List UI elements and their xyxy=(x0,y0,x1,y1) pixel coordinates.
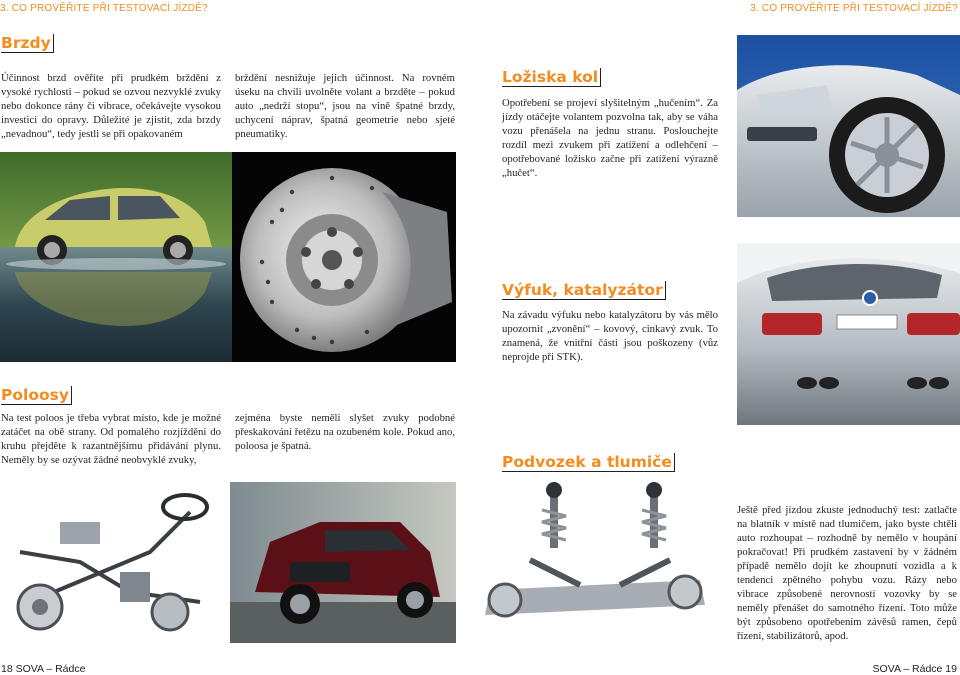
section-title-text: Podvozek a tlumiče xyxy=(502,453,675,472)
podvozek-text: Ještě před jízdou zkuste jednoduchý test: zatlačte na blatník v místě nad tlumičem, jako byste chtěli auto rozhoupat – rozhodně by nemělo v houpání pokračovat! Při prudkém zastavení by v žádném případě nemělo dojít ke zhoupnutí vozidla a k tendenci zpětného pohybu vozu. Rázy nebo vibrace způsobené nerovností vozovky by se neměly přenášet do samotného řízení. Toto může být způsobeno opotřebením závěsů ramen, čepů řízení, stabilizátorů, apod. xyxy=(737,504,957,642)
brzdy-text-col2: brždění nesnižuje jejich účinnost. Na rovném úseku na chvíli uvolněte volant a brzděte – pokud auto „nedrží stopu“, jsou na vině špatné brzdy, uchycení náprav, špatná geometrie nebo sjeté pneumatiky. xyxy=(235,72,455,140)
suspension-assembly-photo xyxy=(470,480,720,645)
section-title-podvozek xyxy=(502,453,675,472)
poloosy-text-col1: Na test poloos je třeba vybrat místo, kde je možné zatáčet na obě strany. Od pomalého rozjíždění do kruhu přejděte k razantnějšímu přidávání plynu. Neměly by se ozývat žádné neobvyklé zvuky, xyxy=(1,412,221,466)
brake-disc-photo xyxy=(232,152,456,362)
car-rear-exhaust-photo xyxy=(737,243,960,425)
section-title-poloosy xyxy=(1,386,72,405)
running-header-left: 3. CO PROVĚŘITE PŘI TESTOVACÍ JÍZDĚ? xyxy=(0,3,208,14)
footer-right: SOVA – Rádce 19 xyxy=(872,663,957,675)
section-title-text: Brzdy xyxy=(1,34,54,53)
brzdy-text-col1: Účinnost brzd ověříte při prudkém brždění z vysoké rychlosti – pokud se ozvou nezvyklé zvuky nebo dokonce rány či vibrace, očekávejte vysokou investici do opravy. Důležité je zjistit, zda brzdy „nevadnou“, tedy jestli se při opakovaném xyxy=(1,72,221,140)
red-suv-photo xyxy=(230,482,456,643)
running-header-right: 3. CO PROVĚŘITE PŘI TESTOVACÍ JÍZDĚ? xyxy=(750,3,958,14)
section-title-text: Poloosy xyxy=(1,386,72,405)
chassis-assembly-photo xyxy=(0,482,218,642)
section-title-loziska xyxy=(502,68,601,87)
section-title-text: Ložiska kol xyxy=(502,68,601,87)
vyfuk-text: Na závadu výfuku nebo katalyzátoru by vás mělo upozornit „zvonění“ – kovový, cinkavý zvuk. To znamená, že vnitřní části jsou poškozeny (vůz neprojde při STK). xyxy=(502,309,718,363)
section-title-vyfuk xyxy=(502,281,666,300)
footer-left: 18 SOVA – Rádce xyxy=(1,663,86,675)
silver-car-wheel-photo xyxy=(737,35,960,217)
poloosy-text-col2: zejména byste neměli slyšet zvuky podobné přeskakování řetězu na ozubeném kole. Pokud ano, poloosa je špatná. xyxy=(235,412,455,452)
car-wet-road-photo xyxy=(0,152,232,362)
section-title-brzdy xyxy=(1,34,54,53)
section-title-text: Výfuk, katalyzátor xyxy=(502,281,666,300)
loziska-text: Opotřebení se projeví slyšitelným „hučením“. Za jízdy otáčejte volantem pozvolna tak, aby se váha vozu přenášela na jednu stranu. Poslouchejte rozdíl mezi zvukem při zatížení a odlehčení – opotřebované ložisko začne při zatížení výrazně „hučet“. xyxy=(502,97,718,179)
